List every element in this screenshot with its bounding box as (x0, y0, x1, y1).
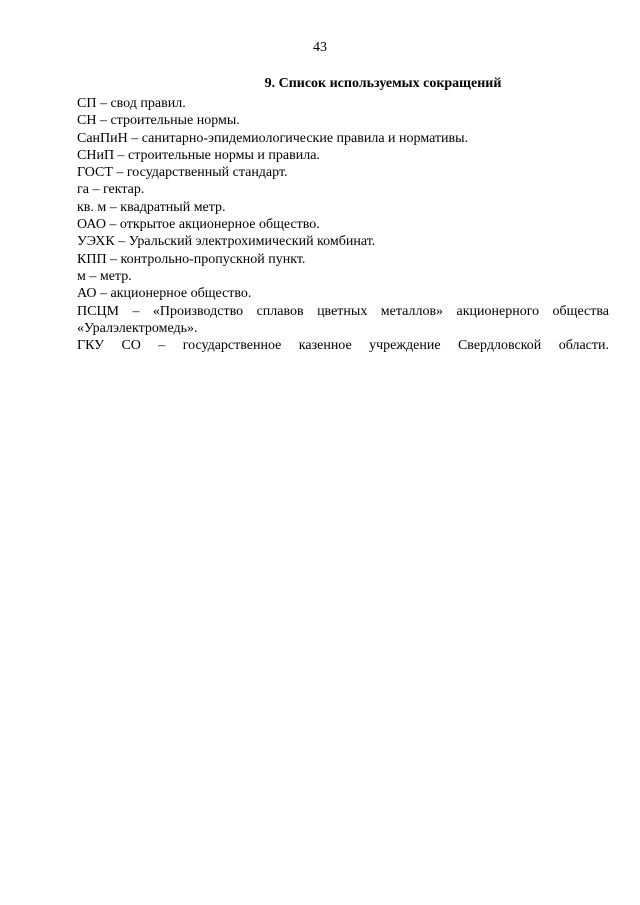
abbreviation-item: УЭХК – Уральский электрохимический комбинат. (77, 234, 376, 250)
abbreviation-item: га – гектар. (77, 182, 145, 198)
abbreviation-item: КПП – контрольно-пропускной пункт. (77, 251, 306, 267)
abbreviation-item: СанПиН – санитарно-эпидемиологические правила и нормативы. (77, 130, 469, 146)
abbreviation-item: м – метр. (77, 268, 132, 284)
document-body (77, 75, 609, 354)
abbreviation-item: кв. м – квадратный метр. (77, 199, 226, 215)
abbreviation-item: ОАО – открытое акционерное общество. (77, 217, 320, 233)
abbreviation-item: СН – строительные нормы. (77, 113, 240, 129)
abbreviation-item: ГКУ СО – государственное казенное учреждение Свердловской области. (77, 338, 609, 354)
abbreviation-item: СНиП – строительные нормы и правила. (77, 147, 320, 163)
page-number: 43 (313, 40, 327, 55)
abbreviation-item: СП – свод правил. (77, 96, 186, 111)
abbreviation-item: АО – акционерное общество. (77, 286, 252, 302)
section-title: 9. Список используемых сокращений (264, 76, 502, 91)
abbreviation-item: ПСЦМ – «Производство сплавов цветных металлов» акционерного общества «Уралэлектромедь». (77, 303, 609, 336)
abbreviation-item: ГОСТ – государственный стандарт. (77, 165, 288, 181)
